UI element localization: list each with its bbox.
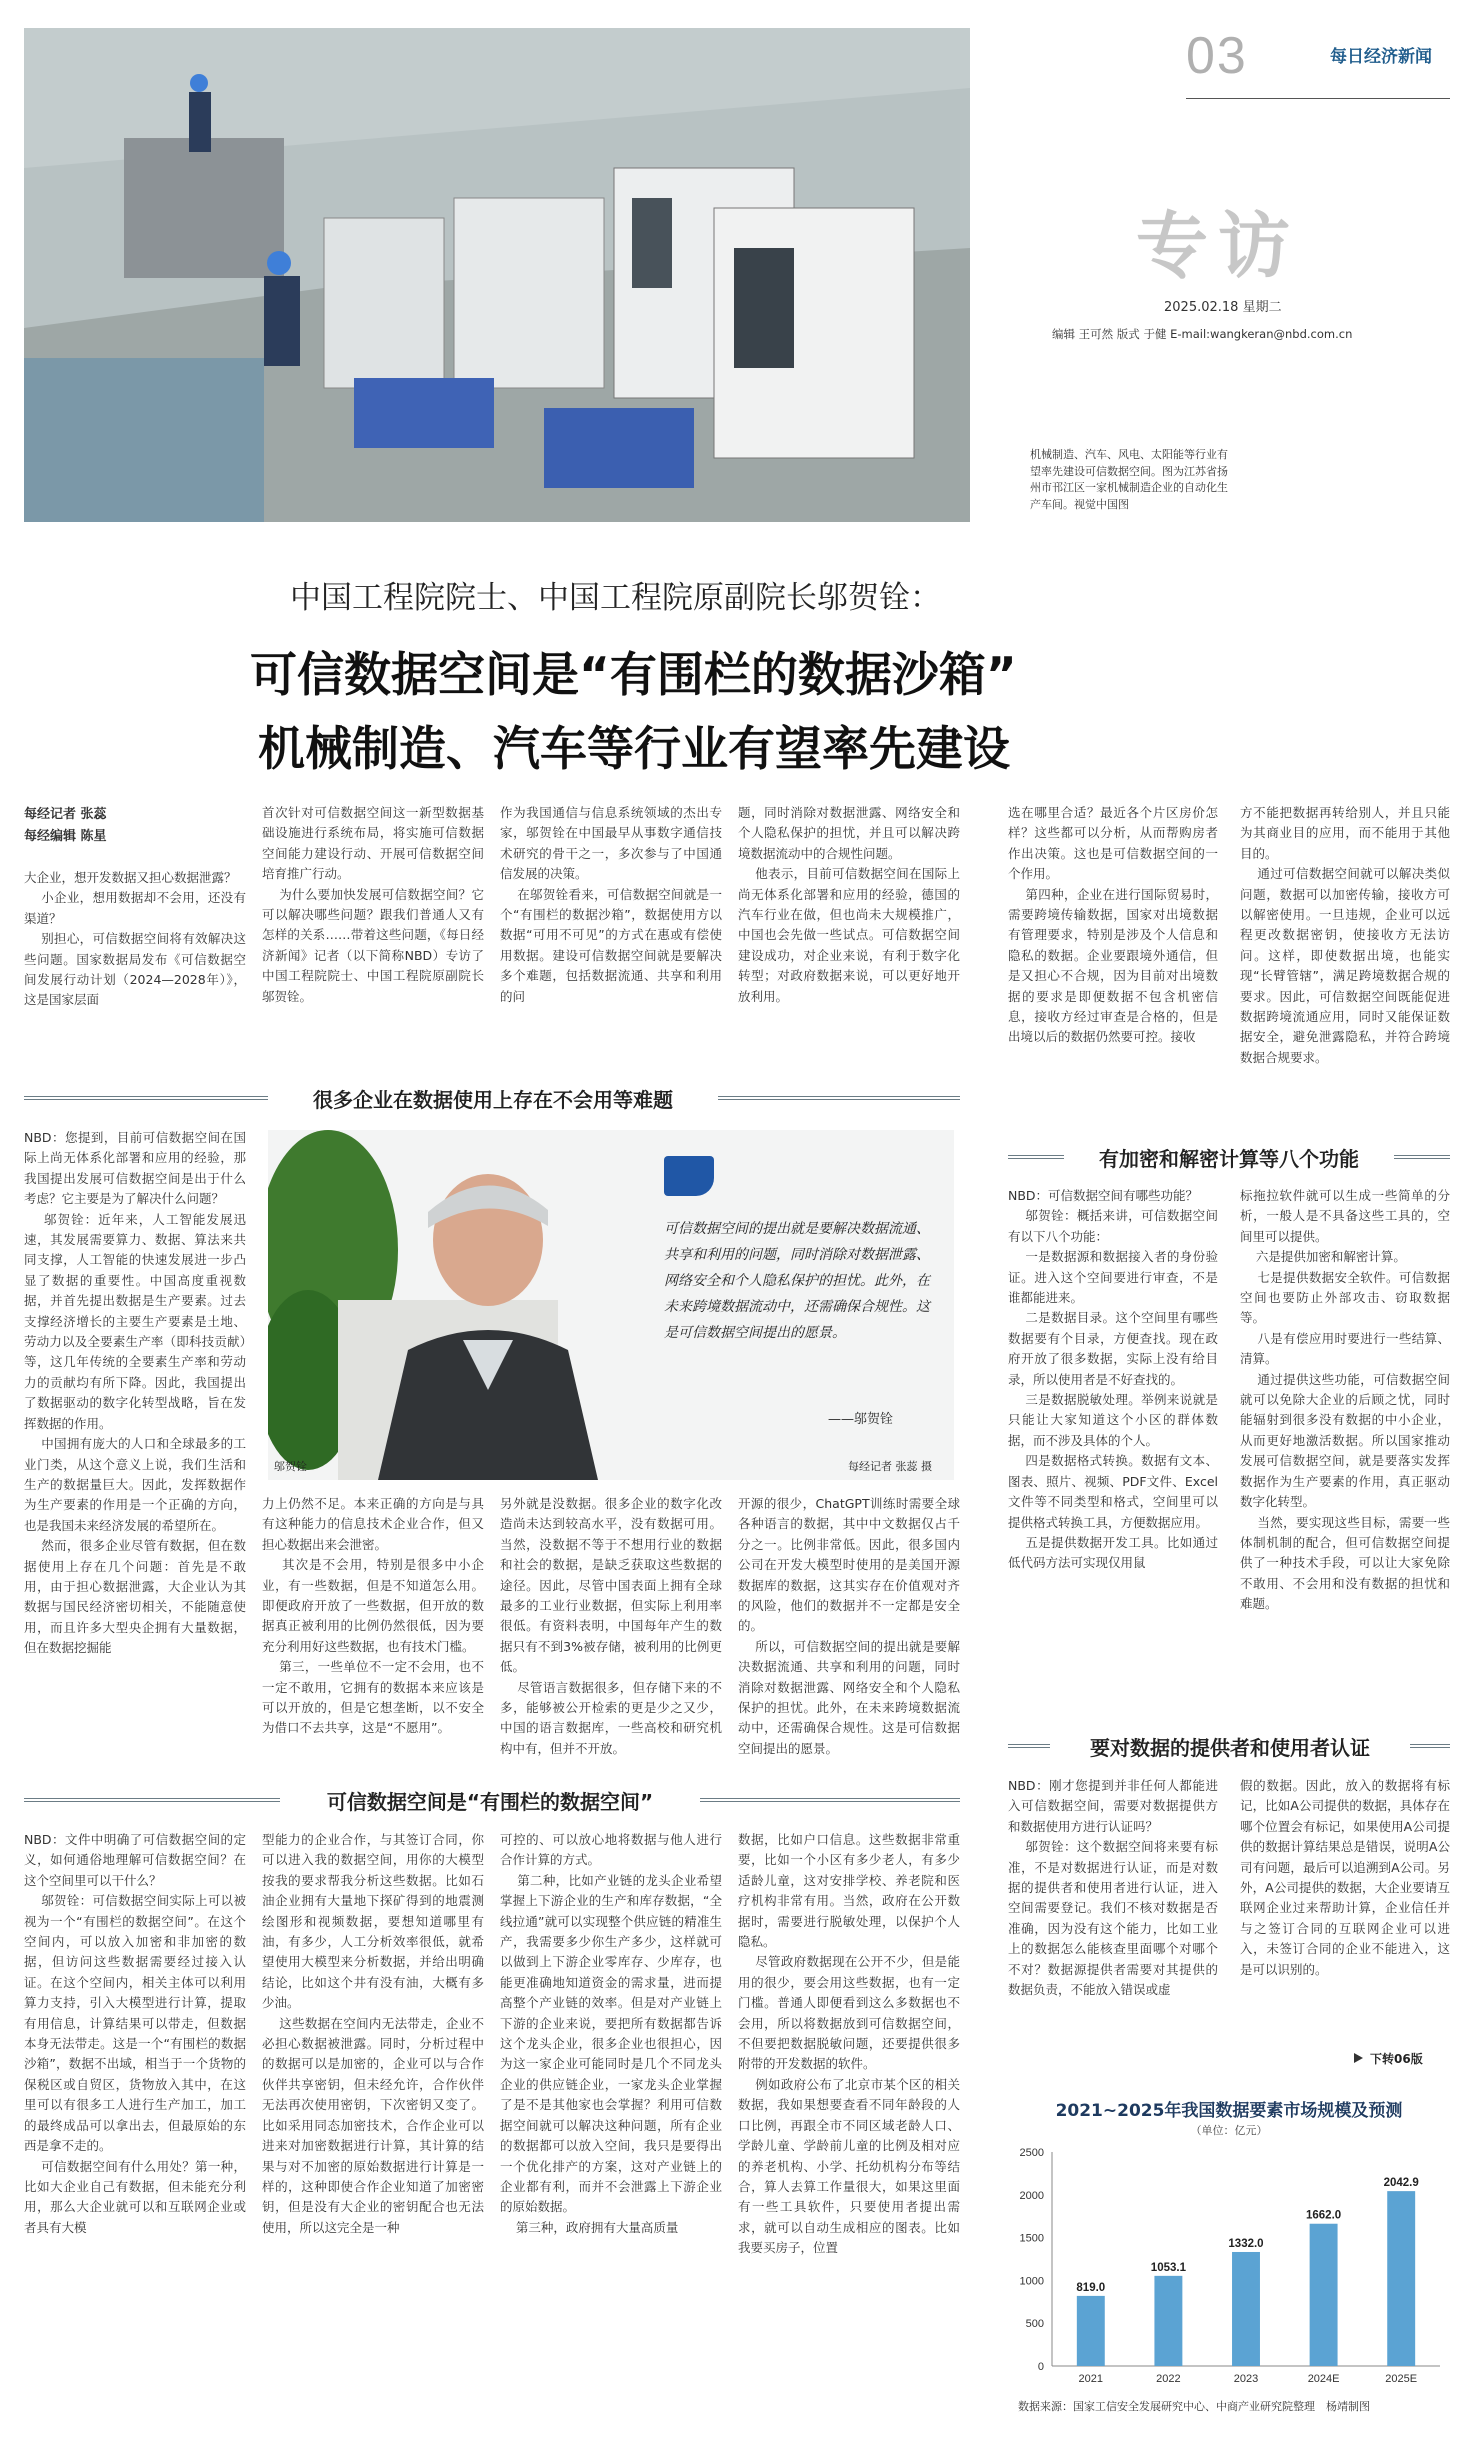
y-tick-label: 0	[1037, 2361, 1044, 2373]
x-tick-label: 2024E	[1307, 2373, 1340, 2385]
intro-column-3: 作为我国通信与信息系统领域的杰出专家，邬贺铨在中国最早从事数字通信技术研究的骨干之一，多次参与了中国通信发展的决策。 在邬贺铨看来，可信数据空间就是一个“有围栏的数据沙箱”，数据使用方以数据“可用不可见”的方式在惠或有偿使用数据。建设可信数据空间就是要解决多个难题，包括数据流通、共享和利用的问	[500, 805, 722, 1004]
photo-caption: 机械制造、汽车、风电、太阳能等行业有望率先建设可信数据空间。图为江苏省扬州市邗江区一家机械制造企业的自动化生产车间。视觉中国图	[1030, 448, 1228, 511]
turn-to-page: 下转06版	[1370, 2052, 1423, 2066]
x-tick-label: 2021	[1078, 2373, 1104, 2385]
section4-column-1: NBD：刚才您提到并非任何人都能进入可信数据空间，需要对数据提供方和数据使用方进行认证吗？ 邬贺铨：这个数据空间将来要有标准，不是对数据进行认证，而是对数据的提供者和使用者进行认证，进入空间需要登记。我们不核对数据是否准确，因为没有这个能力，比如工业上的数据怎么能核查里面哪个对哪个不对？数据源提供者需要对其提供的数据负责，不能放入错误或虚	[1008, 1778, 1218, 1998]
issue-date: 2025.02.18 星期二	[1164, 300, 1282, 315]
chart-source: 数据来源：国家工信安全发展研究中心、中商产业研究院整理 杨靖制图	[1018, 2400, 1370, 2413]
section2-column-1: NBD：文件中明确了可信数据空间的定义，如何通俗地理解可信数据空间？在这个空间里可以干什么？ 邬贺铨：可信数据空间实际上可以被视为一个“有围栏的数据空间”。在这个空间内，可以放入加密和非加密的数据，但访问这些数据需要经过接入认证。在这个空间内，相关主体可以利用算力支持，引入大模型进行计算，提取有用信息，计算结果可以带走，但数据本身无法带走。这是一个“有围栏的数据沙箱”，数据不出域，相当于一个货物的保税区或自贸区，货物放入其中，在这里可以有很多工人进行生产加工，加工的最终成品可以拿出去，但最原始的东西是拿不走的。 可信数据空间有什么用处？第一种，比如大企业自己有数据，但未能充分利用，那么大企业就可以和互联网企业或者具有大模	[24, 1832, 246, 2235]
page-number: 03	[1186, 27, 1248, 85]
section-label: 专访	[1136, 204, 1301, 288]
section1-column-4: 开源的很少，ChatGPT训练时需要全球各种语言的数据，其中中文数据仅占千分之一。比例非常低。因此，很多国内公司在开发大模型时使用的是美国开源数据库的数据，这其实存在价值观对齐的风险，他们的数据并不一定都是安全的。 所以，可信数据空间的提出就是要解决数据流通、共享和利用的问题，同时消除对数据泄露、网络安全和个人隐私保护的担忧。此外，在未来跨境数据流动中，还需确保合规性。这是可信数据空间提出的愿景。	[738, 1496, 960, 1756]
turn-arrow-icon	[1354, 2053, 1363, 2063]
portrait-photo	[268, 1130, 954, 1480]
byline-reporter: 每经记者 张蕊	[24, 807, 107, 822]
quote-author: ——邬贺铨	[828, 1412, 894, 1427]
y-tick-label: 2500	[1019, 2147, 1044, 2159]
section2-column-3: 可控的、可以放心地将数据与他人进行合作计算的方式。 第二种，比如产业链的龙头企业希望掌握上下游企业的生产和库存数据，“全线拉通”就可以实现整个供应链的精准生产，我需要多少你生产多少，这样就可以做到上下游企业零库存、少库存，也能更准确地知道资金的需求量，进而提高整个产业链的效率。但是对产业链上下游的企业来说，要把所有数据都告诉这个龙头企业，很多企业也很担心，因为这一家企业可能同时是几个不同龙头企业的供应链企业，一家龙头企业掌握了是不是其他家也会掌握？利用可信数据空间就可以解决这种问题，所有企业的数据都可以放入空间，我只是要得出一个优化排产的方案，这对产业链上的企业都有利，而并不会泄露上下游企业的原始数据。 第三种，政府拥有大量高质量	[500, 1832, 722, 2235]
headline-main: 可信数据空间是“有围栏的数据沙箱”	[250, 648, 1017, 703]
section2-column-4: 数据，比如户口信息。这些数据非常重要，比如一个小区有多少老人，有多少适龄儿童，这对安排学校、养老院和医疗机构非常有用。当然，政府在公开数据时，需要进行脱敏处理，以保护个人隐私。 尽管政府数据现在公开不少，但是能用的很少，要会用这些数据，也有一定门槛。普通人即便看到这么多数据也不会用，所以将数据放到可信数据空间，不但要把数据脱敏问题，还要提供很多附带的开发数据的软件。 例如政府公布了北京市某个区的相关数据，我如果想要查看不同年龄段的人口比例，再跟全市不同区域老龄人口、学龄儿童、学龄前儿童的比例及相对应的养老机构、小学、托幼机构分布等结合，算人去算工作量很大，如果这里面有一些工具软件，只要使用者提出需求，就可以自动生成相应的图表。比如我要买房子，位置	[738, 1832, 960, 2256]
y-tick-label: 1500	[1019, 2232, 1044, 2245]
x-tick-label: 2023	[1233, 2373, 1259, 2385]
bar-value-label: 1332.0	[1228, 2237, 1264, 2250]
factory-illustration	[24, 28, 970, 522]
section3-title: 有加密和解密计算等八个功能	[1064, 1143, 1394, 1172]
section3-column-1: NBD：可信数据空间有哪些功能？ 邬贺铨：概括来讲，可信数据空间有以下八个功能： 一是数据源和数据接入者的身份验证。进入这个空间要进行审查，不是谁都能进来。 二是数据目录。这个空间里有哪些数据要有个目录，方便查找。现在政府开放了很多数据，实际上没有给目录，所以使用者是不好查找的。 三是数据脱敏处理。举例来说就是只能让大家知道这个小区的群体数据，而不涉及具体的个人。 四是数据格式转换。数据有文本、图表、照片、视频、PDF文件、Excel文件等不同类型和格式，空间里可以提供格式转换工具，方便数据应用。 五是提供数据开发工具。比如通过低代码方法可实现仅用鼠	[1008, 1188, 1218, 1571]
section1-column-1: NBD：您提到，目前可信数据空间在国际上尚无体系化部署和应用的经验，那我国提出发展可信数据空间是出于什么考虑？它主要是为了解决什么问题？ 邬贺铨：近年来，人工智能发展迅速，其发展需要算力、数据、算法来共同支撑，人工智能的快速发展进一步凸显了数据的重要性。中国高度重视数据，并首先提出数据是生产要素。过去支撑经济增长的主要生产要素是土地、劳动力以及全要素生产率（即科技贡献）等，这几年传统的全要素生产率和劳动力的贡献均有所下降。因此，我国提出了数据驱动的数字化转型战略，旨在发挥数据的作用。 中国拥有庞大的人口和全球最多的工业门类，从这个意义上说，我们生活和生产的数据量巨大。因此，发挥数据作为生产要素的作用是一个正确的方向，也是我国未来经济发展的希望所在。 然而，很多企业尽管有数据，但在数据使用上存在几个问题：首先是不敢用，由于担心数据泄露，大企业认为其数据与国民经济密切相关，不能随意使用，而且许多大型央企拥有大量数据，但在数据挖掘能	[24, 1130, 246, 1656]
quote-mark	[664, 1156, 714, 1196]
section1-column-2: 力上仍然不足。本来正确的方向是与具有这种能力的信息技术企业合作，但又担心数据出来会泄密。 其次是不会用，特别是很多中小企业，有一些数据，但是不知道怎么用。即便政府开放了一些数据，但开放的数据真正被利用的比例仍然很低，因为要充分利用好这些数据，也有技术门槛。 第三，一些单位不一定不会用，也不一定不敢用，它拥有的数据本来应该是可以开放的，但是它想垄断，以不安全为借口不去共享，这是“不愿用”。	[262, 1496, 484, 1736]
bar	[1310, 2224, 1338, 2366]
market-size-chart	[1008, 2130, 1450, 2392]
intro-column-4: 题，同时消除对数据泄露、网络安全和个人隐私保护的担忧，并且可以解决跨境数据流动中的合规性问题。 他表示，目前可信数据空间在国际上尚无体系化部署和应用的经验，德国的汽车行业在做，但也尚未大规模推广，中国也会先做一些试点。可信数据空间建设成功，对企业来说，有利于数字化转型；对政府数据来说，可以更好地开放利用。	[738, 805, 960, 1004]
bar	[1077, 2296, 1105, 2366]
pull-quote: 可信数据空间的提出就是要解决数据流通、共享和利用的问题，同时消除对数据泄露、网络安全和个人隐私保护的担忧。此外，在未来跨境数据流动中，还需确保合规性。这是可信数据空间提出的愿景。	[664, 1221, 930, 1341]
photo-credit: 每经记者 张蕊 摄	[848, 1460, 932, 1473]
intro-column-1: 大企业，想开发数据又担心数据泄露？ 小企业，想用数据却不会用，还没有渠道？ 别担心，可信数据空间将有效解决这些问题。国家数据局发布《可信数据空间发展行动计划（2024—2028年）》，这是国家层面	[24, 870, 246, 1008]
portrait-name: 邬贺铨	[274, 1460, 307, 1473]
paper-name: 每日经济新闻	[1330, 47, 1432, 67]
bar-value-label: 1662.0	[1306, 2209, 1342, 2222]
bar-value-label: 2042.9	[1383, 2177, 1419, 2190]
section4-title: 要对数据的提供者和使用者认证	[1050, 1732, 1410, 1761]
chart-unit: （单位：亿元）	[1190, 2124, 1268, 2137]
headline-kicker: 中国工程院院士、中国工程院原副院长邬贺铨：	[290, 580, 941, 616]
factory-photo	[24, 28, 970, 522]
section1-column-3: 另外就是没数据。很多企业的数字化改造尚未达到较高水平，没有数据可用。当然，没数据不等于不想用行业的数据和社会的数据，是缺乏获取这些数据的途径。因此，尽管中国表面上拥有全球最多的工业行业数据，但实际上利用率很低。有资料表明，中国每年产生的数据只有不到3%被存储，被利用的比例更低。 尽管语言数据很多，但存储下来的不多，能够被公开检索的更是少之又少，中国的语言数据库，一些高校和研究机构中有，但并不开放。	[500, 1496, 722, 1756]
right-column-1: 选在哪里合适？最近各个片区房价怎样？这些都可以分析，从而帮购房者作出决策。这也是可信数据空间的一个作用。 第四种，企业在进行国际贸易时，需要跨境传输数据，国家对出境数据有管理要求，特别是涉及个人信息和隐私的数据。企业要跟境外通信，但是又担心不合规，因为目前对出境数据的要求是即便数据不包含机密信息，接收方经过审查是合格的，但是出境以后的数据仍然要可控。接收	[1008, 805, 1218, 1045]
section4-column-2: 假的数据。因此，放入的数据将有标记，比如A公司提供的数据，具体存在哪个位置会有标记，如果使用A公司提供的数据计算结果总是错误，说明A公司有问题，最后可以追溯到A公司。另外，A公司提供的数据，大企业要请互联网企业过来帮助计算，企业信任并与之签订合同的互联网企业可以进入，未签订合同的企业不能进入，这是可以识别的。	[1240, 1778, 1450, 1977]
bar-value-label: 1053.1	[1150, 2261, 1186, 2274]
right-column-2: 方不能把数据再转给别人，并且只能为其商业目的应用，而不能用于其他目的。 通过可信数据空间就可以解决类似问题，数据可以加密传输，接收方可以解密使用。一旦违规，企业可以远程更改数据密钥，使接收方无法访问。这样，即使数据出境，也能实现“长臂管辖”，满足跨境数据合规的要求。因此，可信数据空间既能促进数据跨境流通应用，同时又能保证数据安全，避免泄露隐私，并符合跨境数据合规要求。	[1240, 805, 1450, 1065]
intro-column-2: 首次针对可信数据空间这一新型数据基础设施进行系统布局，将实施可信数据空间能力建设行动、开展可信数据空间培育推广行动。 为什么要加快发展可信数据空间？它可以解决哪些问题？跟我们普通人又有怎样的关系……带着这些问题，《每日经济新闻》记者（以下简称NBD）专访了中国工程院院士、中国工程院原副院长邬贺铨。	[262, 805, 484, 1004]
y-tick-label: 2000	[1019, 2189, 1044, 2202]
y-tick-label: 500	[1025, 2318, 1044, 2331]
x-tick-label: 2022	[1156, 2373, 1181, 2385]
bar-value-label: 819.0	[1076, 2281, 1106, 2294]
headline-sub: 机械制造、汽车等行业有望率先建设	[258, 722, 1010, 777]
x-tick-label: 2025E	[1385, 2373, 1418, 2385]
bar	[1387, 2191, 1415, 2366]
masthead-rule	[1186, 98, 1450, 99]
editor-line: 编辑 王可然 版式 于健 E-mail:wangkeran@nbd.com.cn	[1052, 327, 1353, 341]
chart-title: 2021~2025年我国数据要素市场规模及预测	[1055, 2101, 1403, 2121]
section3-column-2: 标拖拉软件就可以生成一些简单的分析，一般人是不具备这些工具的，空间里可以提供。 六是提供加密和解密计算。 七是提供数据安全软件。可信数据空间也要防止外部攻击、窃取数据等。 八是有偿应用时要进行一些结算、清算。 通过提供这些功能，可信数据空间就可以免除大企业的后顾之忧，同时能辐射到很多没有数据的中小企业，从而更好地激活数据。所以国家推动发展可信数据空间，就是要落实发挥数据作为生产要素的作用，真正驱动数字化转型。 当然，要实现这些目标，需要一些体制机制的配合，但可信数据空间提供了一种技术手段，可以让大家免除不敢用、不会用和没有数据的担忧和难题。	[1240, 1188, 1450, 1612]
bar	[1154, 2276, 1182, 2366]
section1-title: 很多企业在数据使用上存在不会用等难题	[268, 1084, 718, 1113]
section2-title: 可信数据空间是“有围栏的数据空间”	[280, 1786, 700, 1815]
y-tick-label: 1000	[1019, 2275, 1044, 2288]
section2-column-2: 型能力的企业合作，与其签订合同，你可以进入我的数据空间，用你的大模型按我的要求帮我分析这些数据。比如石油企业拥有大量地下探矿得到的地震测绘图形和视频数据，要想知道哪里有油，有多少，人工分析效率很低，就希望使用大模型来分析数据，并给出明确结论，比如这个井有没有油，大概有多少油。 这些数据在空间内无法带走，企业不必担心数据被泄露。同时，分析过程中的数据可以是加密的，企业可以与合作伙伴共享密钥，但未经允许，合作伙伴无法再次使用密钥，下次密钥又变了。比如采用同态加密技术，合作企业可以进来对加密数据进行计算，其计算的结果与对不加密的原始数据进行计算是一样的，这种即使合作企业知道了加密密钥，但是没有大企业的密钥配合也无法使用，所以这完全是一种	[262, 1832, 484, 2235]
bar	[1232, 2252, 1260, 2366]
byline-editor: 每经编辑 陈星	[24, 829, 107, 844]
